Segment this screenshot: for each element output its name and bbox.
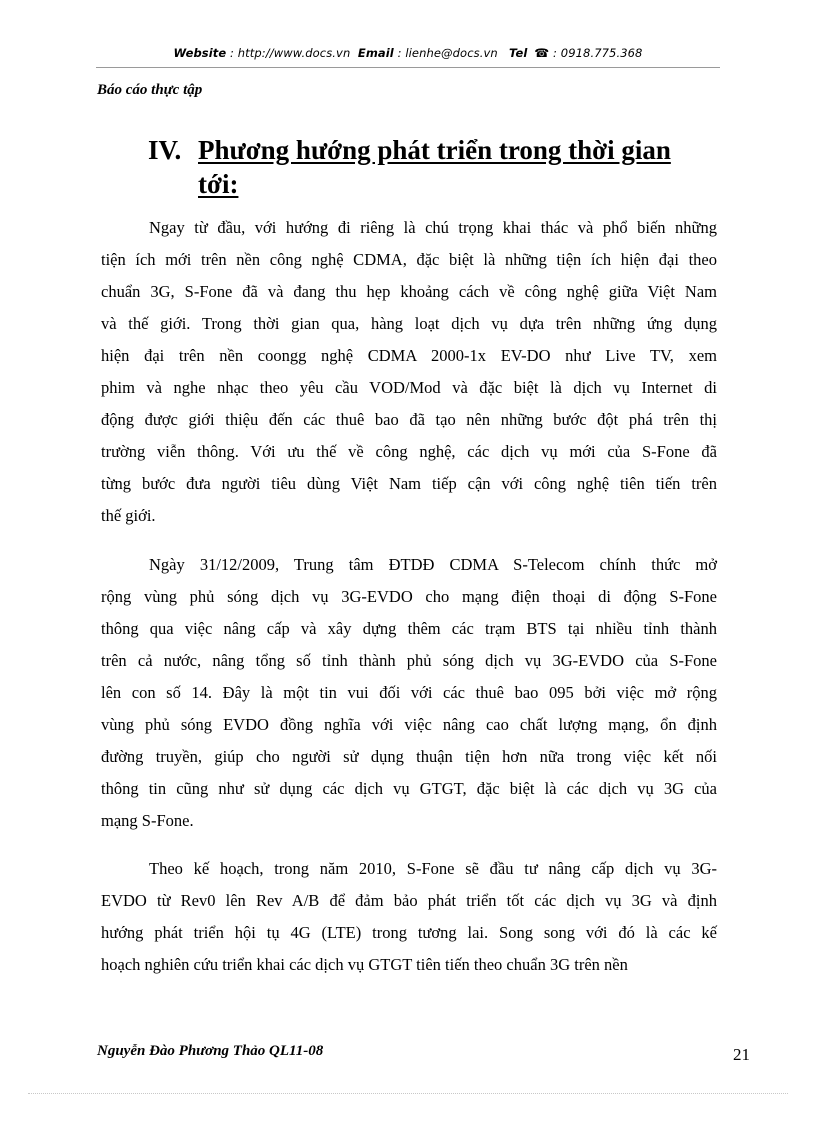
website-label: Website: [173, 46, 227, 60]
paragraph-line: thế giới.: [101, 506, 156, 525]
phone-icon: ☎: [534, 46, 550, 60]
paragraph-line: động được giới thiệu đến các thuê bao đã tạo nên những bước đột phá trên thị: [101, 410, 717, 429]
tel-label: Tel: [509, 46, 528, 60]
paragraph-line: Ngày 31/12/2009, Trung tâm ĐTDĐ CDMA S-Telecom chính thức mở: [149, 555, 717, 574]
paragraph-2: [101, 549, 717, 837]
email-label: Email: [357, 46, 394, 60]
paragraph-line: thông qua việc nâng cấp và xây dựng thêm các trạm BTS tại nhiều tỉnh thành: [101, 619, 717, 638]
website-header: [96, 46, 720, 60]
paragraph-line: mạng S-Fone.: [101, 811, 194, 830]
paragraph-1: [101, 212, 717, 532]
section-title: Phương hướng phát triển trong thời gian tới:: [198, 135, 671, 199]
paragraph-line: rộng vùng phủ sóng dịch vụ 3G-EVDO cho mạng điện thoại di động S-Fone: [101, 587, 717, 606]
paragraph-line: hướng phát triển hội tụ 4G (LTE) trong tương lai. Song song với đó là các kế: [101, 923, 717, 942]
paragraph-line: vùng phủ sóng EVDO đồng nghĩa với việc nâng cao chất lượng mạng, ổn định: [101, 715, 717, 734]
paragraph-line: và thế giới. Trong thời gian qua, hàng loạt dịch vụ dựa trên những ứng dụng: [101, 314, 717, 333]
paragraph-line: trường viễn thông. Với ưu thế về công nghệ, các dịch vụ mới của S-Fone đã: [101, 442, 717, 461]
page-number: 21: [733, 1045, 750, 1064]
report-title: Báo cáo thực tập: [97, 82, 203, 98]
footer-divider: [28, 1093, 788, 1094]
header-divider: [96, 67, 720, 68]
section-number: IV.: [148, 135, 182, 165]
paragraph-line: Ngay từ đầu, với hướng đi riêng là chú trọng khai thác và phổ biến những: [149, 218, 717, 237]
website-url[interactable]: : http://www.docs.vn: [230, 46, 351, 60]
paragraph-line: trên cả nước, nâng tổng số tỉnh thành phủ sóng dịch vụ 3G-EVDO của S-Fone: [101, 651, 717, 670]
paragraph-line: hiện đại trên nền coongg nghệ CDMA 2000-1x EV-DO như Live TV, xem: [101, 346, 717, 365]
paragraph-line: EVDO từ Rev0 lên Rev A/B để đảm bảo phát triển tốt các dịch vụ 3G và định: [101, 891, 717, 910]
paragraph-line: đường truyền, giúp cho người sử dụng thuận tiện hơn nữa trong việc kết nối: [101, 747, 717, 766]
tel-number: : 0918.775.368: [553, 46, 643, 60]
paragraph-3: [101, 853, 717, 981]
paragraph-line: tiện ích mới trên nền công nghệ CDMA, đặc biệt là những tiện ích hiện đại theo: [101, 250, 717, 269]
footer-author: Nguyễn Đào Phương Thảo QL11-08: [97, 1043, 324, 1059]
paragraph-line: từng bước đưa người tiêu dùng Việt Nam tiếp cận với công nghệ tiên tiến trên: [101, 474, 717, 493]
paragraph-line: phim và nghe nhạc theo yêu cầu VOD/Mod và đặc biệt là dịch vụ Internet di: [101, 378, 717, 397]
paragraph-line: lên con số 14. Đây là một tin vui đối với các thuê bao 095 bởi việc mở rộng: [101, 683, 717, 702]
email-address[interactable]: : lienhe@docs.vn: [397, 46, 498, 60]
paragraph-line: thông tin cũng như sử dụng các dịch vụ GTGT, đặc biệt là các dịch vụ 3G của: [101, 779, 717, 798]
paragraph-line: chuẩn 3G, S-Fone đã và đang thu hẹp khoảng cách về công nghệ giữa Việt Nam: [101, 282, 717, 301]
paragraph-line: hoạch nghiên cứu triển khai các dịch vụ GTGT tiên tiến theo chuẩn 3G trên nền: [101, 955, 628, 974]
paragraph-line: Theo kế hoạch, trong năm 2010, S-Fone sẽ đầu tư nâng cấp dịch vụ 3G-: [149, 859, 717, 878]
